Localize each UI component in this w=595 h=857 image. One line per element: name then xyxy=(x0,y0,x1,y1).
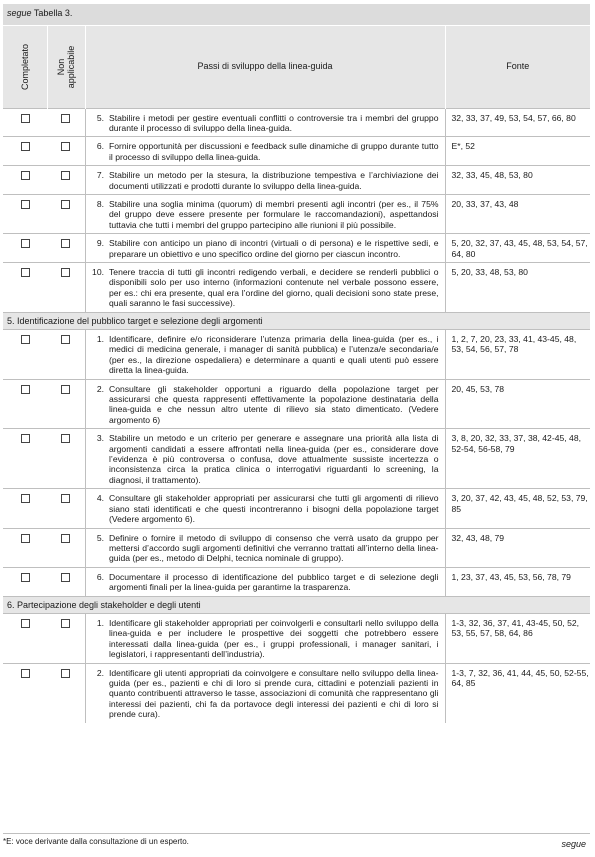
na-cell xyxy=(47,429,85,489)
step-text: Stabilire una soglia minima (quorum) di membri presenti agli incontri (per es., il 75% del gruppo deve essere presente per formulare le raccomandazioni), aspettandosi tuttavia che tutti i membri del gruppo partecipino alle riunioni il più possibile. xyxy=(109,194,445,233)
step-number: 4. xyxy=(85,489,109,528)
step-text: Fornire opportunità per discussioni e feedback sulle dinamiche di gruppo durante tutto il processo di sviluppo della linea-guida. xyxy=(109,137,445,166)
section-heading: 5. Identificazione del pubblico target e selezione degli argomenti xyxy=(3,312,590,329)
step-number: 1. xyxy=(85,613,109,663)
step-text: Stabilire un metodo per la stesura, la distribuzione tempestiva e l’archiviazione dei documenti utilizzati e prodotti durante lo sviluppo della linea-guida. xyxy=(109,166,445,195)
step-text: Identificare, definire e/o riconsiderare l’utenza primaria della linea-guida (per es., i medici di medicina generale, i manager di sanità pubblica) e l’utenza/e secondaria/e (per es., la direzione ospedaliera) e determinare a quanti e quali utenti può essere diretta la linea-guida. xyxy=(109,330,445,380)
step-number: 9. xyxy=(85,234,109,263)
completed-cell xyxy=(3,137,47,166)
step-text: Identificare gli utenti appropriati da coinvolgere e consultare nello sviluppo della linea-guida (per es., pazienti e chi di loro si prende cura, cittadini e potenziali pazienti in quanto contribuenti attraverso le tasse, associazioni di comunità che rappresentano gli interessi dei pazienti, chi fa da portavoce degli interessi dei pazienti e chi di loro si prende cura). xyxy=(109,663,445,723)
caption-prefix: segue xyxy=(7,8,32,18)
source-refs: 1-3, 7, 32, 36, 41, 44, 45, 50, 52-55, 64, 85 xyxy=(445,663,590,723)
completed-cell xyxy=(3,663,47,723)
completed-checkbox[interactable] xyxy=(21,142,30,151)
table-row xyxy=(3,528,590,567)
step-number: 7. xyxy=(85,166,109,195)
not-applicable-checkbox[interactable] xyxy=(61,239,70,248)
footnote: *E: voce derivante dalla consultazione di un esperto. xyxy=(3,837,189,846)
section-heading: 6. Partecipazione degli stakeholder e degli utenti xyxy=(3,596,590,613)
header-steps: Passi di sviluppo della linea-guida xyxy=(85,25,445,108)
source-refs: 3, 20, 37, 42, 43, 45, 48, 52, 53, 79, 85 xyxy=(445,489,590,528)
completed-checkbox[interactable] xyxy=(21,385,30,394)
page-footer xyxy=(3,833,590,849)
na-cell xyxy=(47,330,85,380)
source-refs: 20, 45, 53, 78 xyxy=(445,379,590,429)
source-refs: 1-3, 32, 36, 37, 41, 43-45, 50, 52, 53, 55, 57, 58, 64, 86 xyxy=(445,613,590,663)
completed-checkbox[interactable] xyxy=(21,171,30,180)
caption-title: Tabella 3. xyxy=(33,8,73,18)
completed-checkbox[interactable] xyxy=(21,434,30,443)
not-applicable-checkbox[interactable] xyxy=(61,200,70,209)
source-refs: 32, 33, 37, 49, 53, 54, 57, 66, 80 xyxy=(445,108,590,137)
not-applicable-checkbox[interactable] xyxy=(61,335,70,344)
not-applicable-checkbox[interactable] xyxy=(61,268,70,277)
not-applicable-checkbox[interactable] xyxy=(61,114,70,123)
table-row xyxy=(3,108,590,137)
na-cell xyxy=(47,663,85,723)
table-row xyxy=(3,429,590,489)
na-cell xyxy=(47,108,85,137)
source-refs: 3, 8, 20, 32, 33, 37, 38, 42-45, 48, 52-54, 56-58, 79 xyxy=(445,429,590,489)
table-row xyxy=(3,379,590,429)
na-cell xyxy=(47,262,85,312)
step-number: 6. xyxy=(85,137,109,166)
step-number: 10. xyxy=(85,262,109,312)
table-row xyxy=(3,234,590,263)
not-applicable-checkbox[interactable] xyxy=(61,385,70,394)
na-cell xyxy=(47,166,85,195)
completed-cell xyxy=(3,489,47,528)
header-not-applicable: Non applicabile xyxy=(47,25,85,108)
table-row xyxy=(3,567,590,596)
step-number: 2. xyxy=(85,379,109,429)
na-cell xyxy=(47,379,85,429)
table-row xyxy=(3,613,590,663)
na-cell xyxy=(47,613,85,663)
completed-checkbox[interactable] xyxy=(21,200,30,209)
header-source: Fonte xyxy=(445,25,590,108)
step-text: Consultare gli stakeholder appropriati per assicurarsi che tutti gli argomenti di rilievo siano stati identificati e che questi incontreranno i bisogni della popolazione target (Vedere argomento 6). xyxy=(109,489,445,528)
completed-cell xyxy=(3,528,47,567)
completed-checkbox[interactable] xyxy=(21,669,30,678)
completed-cell xyxy=(3,166,47,195)
header-completed: Completato xyxy=(3,25,47,108)
completed-checkbox[interactable] xyxy=(21,239,30,248)
completed-cell xyxy=(3,379,47,429)
not-applicable-checkbox[interactable] xyxy=(61,669,70,678)
continues-label: segue xyxy=(561,839,586,849)
step-number: 3. xyxy=(85,429,109,489)
step-text: Tenere traccia di tutti gli incontri redigendo verbali, e decidere se renderli pubblici o disponibili solo per uso interno (informazioni contenute nel verbale possono essere, per es.: chi era presente, qual era l’ordine del giorno, quali decisioni sono state prese, quali saranno le fasi successive). xyxy=(109,262,445,312)
step-text: Identificare gli stakeholder appropriati per coinvolgerli e consultarli nello sviluppo della linea-guida e per includere le prospettive dei soggetti che potrebbero essere interessati dalla linea-guida (per es., i gruppi professionali, i manager sanitari, i legislatori, i rappresentanti dell’industria). xyxy=(109,613,445,663)
not-applicable-checkbox[interactable] xyxy=(61,619,70,628)
source-refs: 5, 20, 33, 48, 53, 80 xyxy=(445,262,590,312)
step-number: 2. xyxy=(85,663,109,723)
not-applicable-checkbox[interactable] xyxy=(61,534,70,543)
completed-checkbox[interactable] xyxy=(21,494,30,503)
not-applicable-checkbox[interactable] xyxy=(61,434,70,443)
table-row xyxy=(3,663,590,723)
completed-checkbox[interactable] xyxy=(21,268,30,277)
source-refs: 5, 20, 32, 37, 43, 45, 48, 53, 54, 57, 64, 80 xyxy=(445,234,590,263)
completed-checkbox[interactable] xyxy=(21,335,30,344)
step-text: Definire o fornire il metodo di sviluppo di consenso che verrà usato da gruppo per mettersi d’accordo sugli argomenti definitivi che verranno trattati all’interno della linea-guida (per es., metodo di Delphi, tecnica nominale di gruppo). xyxy=(109,528,445,567)
step-number: 1. xyxy=(85,330,109,380)
completed-cell xyxy=(3,262,47,312)
step-text: Documentare il processo di identificazione del pubblico target e di selezione degli argomenti finali per la linea-guida per garantirne la trasparenza. xyxy=(109,567,445,596)
not-applicable-checkbox[interactable] xyxy=(61,171,70,180)
completed-cell xyxy=(3,567,47,596)
not-applicable-checkbox[interactable] xyxy=(61,573,70,582)
guideline-table xyxy=(3,4,590,723)
completed-cell xyxy=(3,613,47,663)
table-row xyxy=(3,194,590,233)
na-cell xyxy=(47,194,85,233)
table-caption xyxy=(3,4,590,25)
step-number: 5. xyxy=(85,528,109,567)
completed-cell xyxy=(3,330,47,380)
source-refs: 20, 33, 37, 43, 48 xyxy=(445,194,590,233)
completed-checkbox[interactable] xyxy=(21,573,30,582)
source-refs: 32, 33, 45, 48, 53, 80 xyxy=(445,166,590,195)
na-cell xyxy=(47,567,85,596)
source-refs: 32, 43, 48, 79 xyxy=(445,528,590,567)
step-number: 6. xyxy=(85,567,109,596)
completed-cell xyxy=(3,108,47,137)
table-header xyxy=(3,25,590,108)
source-refs: E*, 52 xyxy=(445,137,590,166)
table-row xyxy=(3,137,590,166)
completed-cell xyxy=(3,429,47,489)
step-number: 5. xyxy=(85,108,109,137)
completed-checkbox[interactable] xyxy=(21,619,30,628)
step-text: Consultare gli stakeholder opportuni a riguardo della popolazione target per assicurarsi che questa rappresenti effettivamente la popolazione destinataria della linea-guida e che nessun altro utente di rilievo sia stato dimenticato. (Vedere argomento 6) xyxy=(109,379,445,429)
completed-cell xyxy=(3,194,47,233)
table-row xyxy=(3,166,590,195)
step-text: Stabilire con anticipo un piano di incontri (virtuali o di persona) e le rispettive sedi, e preparare un obiettivo e uno specifico ordine del giorno per ciascun incontro. xyxy=(109,234,445,263)
na-cell xyxy=(47,137,85,166)
table-row xyxy=(3,330,590,380)
na-cell xyxy=(47,234,85,263)
na-cell xyxy=(47,489,85,528)
completed-cell xyxy=(3,234,47,263)
completed-checkbox[interactable] xyxy=(21,534,30,543)
table-row xyxy=(3,489,590,528)
source-refs: 1, 23, 37, 43, 45, 53, 56, 78, 79 xyxy=(445,567,590,596)
step-number: 8. xyxy=(85,194,109,233)
step-text: Stabilire i metodi per gestire eventuali conflitti o controversie tra i membri del gruppo durante il processo di sviluppo della linea-guida. xyxy=(109,108,445,137)
step-text: Stabilire un metodo e un criterio per generare e assegnare una priorità alla lista di argomenti candidati a essere affrontati nella linea-guida (per es., considerare dove l’evidenza è più controversa o confusa, dove attualmente sussiste incertezza o inconsistenza circa la pratica clinica o interrogativi riguardanti lo screening, la diagnosi, il trattamento). xyxy=(109,429,445,489)
not-applicable-checkbox[interactable] xyxy=(61,494,70,503)
completed-checkbox[interactable] xyxy=(21,114,30,123)
source-refs: 1, 2, 7, 20, 23, 33, 41, 43-45, 48, 53, 54, 56, 57, 78 xyxy=(445,330,590,380)
table-page xyxy=(3,4,590,723)
table-row xyxy=(3,262,590,312)
na-cell xyxy=(47,528,85,567)
not-applicable-checkbox[interactable] xyxy=(61,142,70,151)
